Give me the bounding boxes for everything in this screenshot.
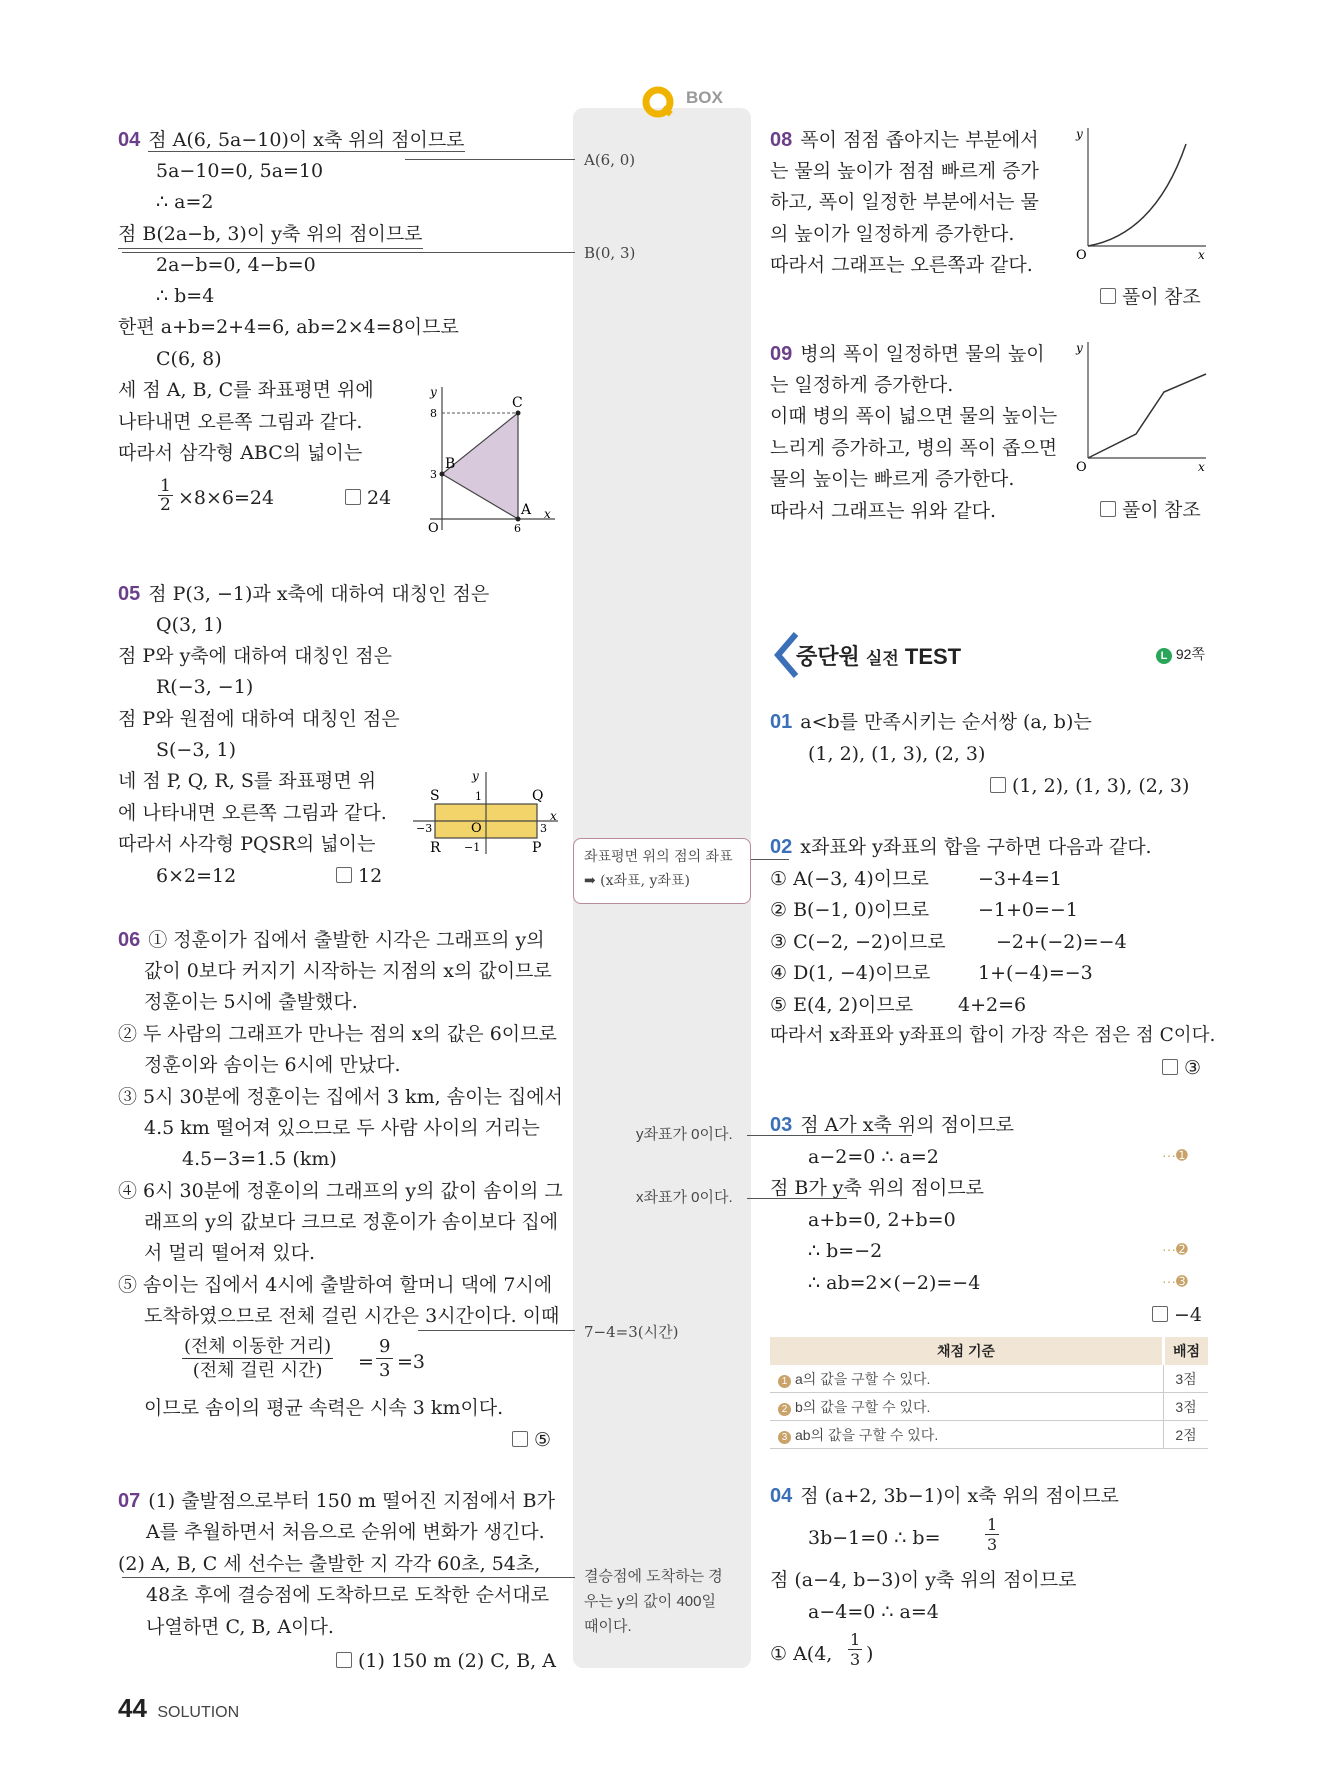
p06-line5: 정훈이와 솜이는 6시에 만났다. [144,1054,401,1076]
axis-label-x: x [544,507,551,521]
p06-line10: 래프의 y의 값보다 크므로 정훈이가 솜이보다 집에 [144,1211,559,1233]
p06-line2: 값이 0보다 커지기 시작하는 지점의 x의 값이므로 [144,960,552,982]
axis-label-x: x [550,809,557,823]
p04-leader1 [405,159,575,160]
t04-line4: a−4=0 ∴ a=4 [808,1601,939,1623]
tick-1: 1 [475,790,482,803]
p06-number: 06 [118,929,141,951]
p05-line2: Q(3, 1) [156,614,223,636]
p06-line11: 서 멀리 떨어져 있다. [144,1242,315,1264]
p05-line8: 에 나타내면 오른쪽 그림과 같다. [118,802,387,824]
answer-icon [345,489,361,505]
p09-graph [1070,338,1210,478]
side-note-x0: x좌표가 0이다. [636,1189,733,1206]
t03-line4: a+b=0, 2+b=0 [808,1209,956,1231]
p08-line1: 08 폭이 점점 좁아지는 부분에서 [770,129,1039,151]
axis-label-x: x [1198,460,1205,474]
p06-line13: 도착하였으므로 전체 걸린 시간은 3시간이다. 이때 [144,1305,560,1327]
grading-row: 1 a의 값을 구할 수 있다. 3점 [770,1365,1208,1393]
p04-line9: 세 점 A, B, C를 좌표평면 위에 [118,379,374,401]
t02-row3-b: −2+(−2)=−4 [996,931,1127,953]
p04-line7: 한편 a+b=2+4=6, ab=2×4=8이므로 [118,316,459,338]
t04-line3: 점 (a−4, b−3)이 y축 위의 점이므로 [770,1569,1077,1591]
t03-line5: ∴ b=−2 [808,1240,883,1262]
t01-line1: 01 a<b를 만족시키는 순서쌍 (a, b)는 [770,711,1092,733]
p09-number: 09 [770,343,793,365]
p09-line3: 이때 병의 폭이 넓으면 물의 높이는 [770,405,1058,427]
step-number-icon: 2 [778,1403,791,1416]
p06-fraction1: (전체 이동한 거리) (전체 걸린 시간) [184,1336,332,1381]
section-title-main: 중단원 [796,644,860,669]
t02-number: 02 [770,836,793,858]
p04-line1: 04 점 A(6, 5a−10)이 x축 위의 점이므로 [118,129,465,151]
t04-fraction-b: 1 3 [987,1515,998,1554]
t02-line1: 02 x좌표와 y좌표의 합을 구하면 다음과 같다. [770,836,1152,858]
p07-line2: A를 추월하면서 처음으로 순위에 변화가 생긴다. [146,1521,545,1543]
p04-line5: 2a−b=0, 4−b=0 [156,254,316,276]
t02-row5-b: 4+2=6 [958,994,1027,1016]
p04-answer: 24 [345,484,391,512]
t02-row4-b: 1+(−4)=−3 [978,962,1093,984]
t01-line2: (1, 2), (1, 3), (2, 3) [808,743,986,765]
t02-leader [751,859,789,860]
side-note-b03: B(0, 3) [584,244,636,262]
point-label-b: B [445,456,456,472]
p06-line4: ② 두 사람의 그래프가 만나는 점의 x의 값은 6이므로 [118,1023,557,1045]
p08-line3: 하고, 폭이 일정한 부분에서는 물 [770,191,1039,213]
p04-line11: 따라서 삼각형 ABC의 넓이는 [118,442,363,464]
p07-line3: (2) A, B, C 세 선수는 출발한 지 각각 60초, 54초, [118,1553,541,1575]
p07-line4: 48초 후에 결승점에 도착하므로 도착한 순서대로 [146,1584,550,1606]
t01-answer: (1, 2), (1, 3), (2, 3) [990,772,1189,800]
p09-line5: 물의 높이는 빠르게 증가한다. [770,468,1015,490]
tick-3: 3 [540,822,547,835]
p04-leader2 [122,252,575,253]
side-note-finish-3: 때이다. [584,1618,632,1635]
side-note-finish-2: 우는 y의 값이 400일 [584,1593,716,1610]
p05-line1: 05 점 P(3, −1)과 x축에 대하여 대칭인 점은 [118,583,490,605]
axis-label-y: y [430,385,437,399]
p04-line10: 나타내면 오른쪽 그림과 같다. [118,411,363,433]
p05-line7: 네 점 P, Q, R, S를 좌표평면 위 [118,770,377,792]
grading-table [770,1337,1208,1449]
step-number-icon: 3 [778,1431,791,1444]
p04-line3: ∴ a=2 [156,191,214,213]
p07-number: 07 [118,1490,141,1512]
t01-number: 01 [770,711,793,733]
answer-icon [990,777,1006,793]
axis-label-y: y [1076,341,1083,355]
section-title-mid: 실전 [865,649,899,668]
p06-fraction2: 9 3 [376,1335,393,1382]
axis-label-y: y [1076,127,1083,141]
p06-line3: 정훈이는 5시에 출발했다. [144,991,358,1013]
axis-label-x: x [1198,248,1205,262]
t02-row3-a: ③ C(−2, −2)이므로 [770,931,946,953]
p05-rectangle-graph [408,768,560,856]
p06-line15: 이므로 솜이의 평균 속력은 시속 3 km이다. [144,1397,504,1419]
tick-minus-1: −1 [464,841,481,854]
t03-step1: ···➊ [1162,1147,1188,1163]
grading-header-row [770,1337,1208,1365]
p04-line4: 점 B(2a−b, 3)이 y축 위의 점이므로 [118,220,423,249]
p08-answer: 풀이 참조 [1100,284,1201,312]
box-logo [640,84,680,128]
answer-icon [1162,1059,1178,1075]
p06-line1: 06 ① 정훈이가 집에서 출발한 시각은 그래프의 y의 [118,929,545,951]
origin-label: O [471,821,482,836]
grading-header-points: 배점 [1164,1337,1209,1365]
p06-line6: ③ 5시 30분에 정훈이는 집에서 3 km, 솜이는 집에서 [118,1086,563,1108]
t04-line5-close: ) [866,1643,874,1665]
page-number: 44 [118,1693,147,1723]
p05-line5: 점 P와 원점에 대하여 대칭인 점은 [118,708,400,730]
t04-line5: ① A(4, [770,1643,833,1665]
p09-answer: 풀이 참조 [1100,497,1201,525]
p05-line6: S(−3, 1) [156,739,237,761]
point-label-s: S [430,788,440,804]
t02-row2-a: ② B(−1, 0)이므로 [770,899,930,921]
p06-line7: 4.5 km 떨어져 있으므로 두 사람 사이의 거리는 [144,1117,540,1139]
tick-minus-3: −3 [416,822,433,835]
p05-line9: 따라서 사각형 PQSR의 넓이는 [118,833,376,855]
p04-line6: ∴ b=4 [156,285,215,307]
p05-line3: 점 P와 y축에 대하여 대칭인 점은 [118,645,392,667]
p04-line8: C(6, 8) [156,348,222,370]
t03-answer: −4 [1152,1301,1202,1329]
point-label-c: C [512,395,523,411]
p08-number: 08 [770,129,793,151]
answer-icon [336,867,352,883]
page-footer [118,1693,239,1724]
p04-triangle-graph [420,382,562,532]
p09-line4: 느리게 증가하고, 병의 폭이 좁으면 [770,437,1058,459]
p05-side-note-box: 좌표평면 위의 점의 좌표 ➡ (x좌표, y좌표) [573,838,751,904]
p06-line8: 4.5−3=1.5 (km) [182,1148,337,1170]
t03-step2: ···➋ [1162,1241,1188,1257]
box-label: BOX [686,88,723,107]
t03-line6: ∴ ab=2×(−2)=−4 [808,1272,981,1294]
p06-line12: ⑤ 솜이는 집에서 4시에 출발하여 할머니 댁에 7시에 [118,1274,553,1296]
grading-row: 2 b의 값을 구할 수 있다. 3점 [770,1393,1208,1421]
footer-label: SOLUTION [157,1704,240,1721]
p07-answer: (1) 150 m (2) C, B, A [336,1647,556,1675]
t02-line7: 따라서 x좌표와 y좌표의 합이 가장 작은 점은 점 C이다. [770,1025,1216,1046]
answer-icon [1152,1306,1168,1322]
origin-label: O [1076,248,1087,263]
p05-number: 05 [118,583,141,605]
page-ref: 92쪽 [1175,646,1205,662]
t02-row1-b: −3+4=1 [978,868,1063,890]
t04-number: 04 [770,1485,793,1507]
answer-icon [336,1652,352,1668]
p08-graph [1070,124,1210,264]
grading-header-criteria: 채점 기준 [770,1337,1164,1365]
origin-label: O [428,521,439,532]
tick-6: 6 [514,522,521,532]
t02-row1-a: ① A(−3, 4)이므로 [770,868,929,890]
p07-line5: 나열하면 C, B, A이다. [146,1616,334,1638]
side-note-finish-1: 결승점에 도착하는 경 [584,1568,723,1585]
step-number-icon: 1 [778,1375,791,1388]
p08-line5: 따라서 그래프는 오른쪽과 같다. [770,254,1033,276]
p05-line10: 6×2=12 [156,865,237,887]
answer-icon [1100,288,1116,304]
grading-row: 3 ab의 값을 구할 수 있다. 2점 [770,1421,1208,1449]
point-label-q: Q [532,788,544,804]
point-label-p: P [532,840,542,856]
section-title-test: TEST [904,644,962,669]
p09-line6: 따라서 그래프는 위와 같다. [770,500,997,522]
answer-icon [1100,501,1116,517]
t02-row2-b: −1+0=−1 [978,899,1078,921]
side-note-time: 7−4=3(시간) [584,1323,679,1341]
p07-leader [122,1577,575,1578]
p04-line12: ×8×6=24 [178,487,275,509]
t04-line1: 04 점 (a+2, 3b−1)이 x축 위의 점이므로 [770,1485,1119,1507]
p06-leader [418,1330,575,1331]
p04-fraction: 1 2 [160,476,171,515]
section-header [770,630,1210,680]
p07-line1: 07 (1) 출발점으로부터 150 m 떨어진 지점에서 B가 [118,1490,555,1512]
t02-answer: ③ [1162,1054,1201,1082]
side-note-a60: A(6, 0) [584,151,636,169]
q-logo-icon [640,84,680,124]
t02-row4-a: ④ D(1, −4)이므로 [770,962,931,984]
point-label-r: R [430,840,441,856]
point-label-a: A [521,502,532,518]
axis-label-y: y [472,769,479,783]
side-note-y0: y좌표가 0이다. [636,1126,733,1143]
t03-line1: 03 점 A가 x축 위의 점이므로 [770,1114,1015,1136]
t02-row5-a: ⑤ E(4, 2)이므로 [770,994,914,1016]
origin-label: O [1076,460,1087,475]
p09-line2: 는 일정하게 증가한다. [770,374,954,396]
p08-line2: 는 물의 높이가 점점 빠르게 증가 [770,160,1039,182]
p05-answer: 12 [336,862,382,890]
tick-3: 3 [430,468,437,481]
t04-line2: 3b−1=0 ∴ b= [808,1527,941,1549]
t03-number: 03 [770,1114,793,1136]
p06-eq2: =3 [397,1351,426,1373]
p06-eq: = [358,1351,374,1373]
p06-answer: ⑤ [512,1426,551,1454]
p06-line9: ④ 6시 30분에 정훈이의 그래프의 y의 값이 솜이의 그 [118,1180,563,1202]
p05-line4: R(−3, −1) [156,676,254,698]
t04-fraction-a: 1 3 [850,1630,861,1669]
t03-line3: 점 B가 y축 위의 점이므로 [770,1177,985,1199]
p08-line4: 의 높이가 일정하게 증가한다. [770,223,1015,245]
answer-icon [512,1431,528,1447]
p04-number: 04 [118,129,141,151]
tick-8: 8 [430,407,437,420]
p09-line1: 09 병의 폭이 일정하면 물의 높이 [770,343,1045,365]
t03-step3: ···➌ [1162,1273,1188,1289]
page-ref-badge: L [1156,648,1172,664]
p04-line2: 5a−10=0, 5a=10 [156,160,324,182]
t03-line2: a−2=0 ∴ a=2 [808,1146,939,1168]
